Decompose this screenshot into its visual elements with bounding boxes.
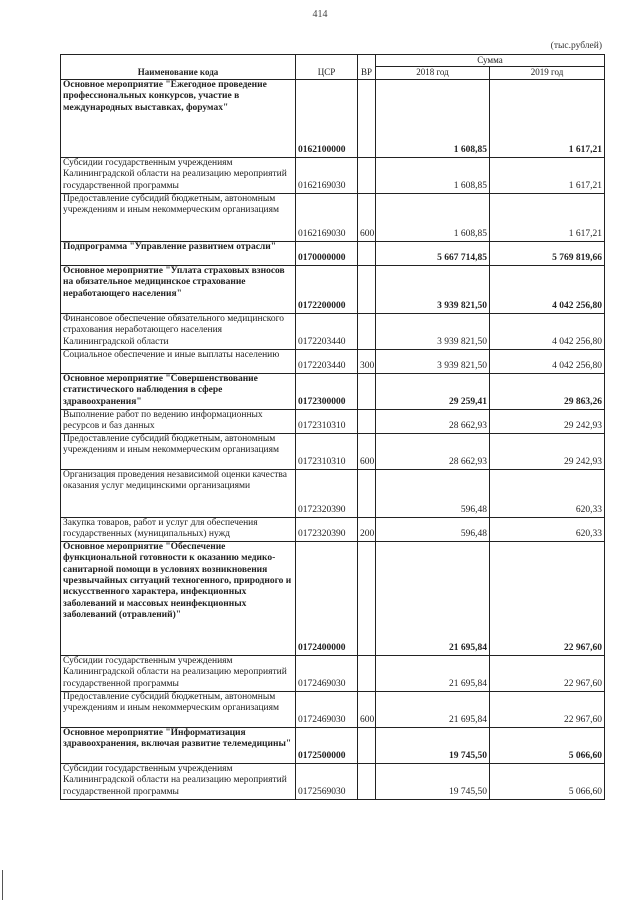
header-2018: 2018 год: [376, 67, 490, 79]
row-sum-2018: 19 745,50: [376, 763, 490, 799]
row-sum-2019: 5 769 819,66: [490, 241, 605, 265]
row-sum-2019: 1 617,21: [490, 157, 605, 193]
row-csr: 0172200000: [296, 265, 358, 313]
row-name: Основное мероприятие "Уплата страховых взносов на обязательное медицинское страхование неработающего населения": [61, 265, 296, 313]
header-2019: 2019 год: [490, 67, 605, 79]
row-name: Подпрограмма "Управление развитием отрасли": [61, 241, 296, 265]
row-name: Основное мероприятие "Информатизация здравоохранения, включая развитие телемедицины": [61, 727, 296, 763]
row-sum-2019: 1 617,21: [490, 79, 605, 157]
row-sum-2019: 1 617,21: [490, 193, 605, 241]
row-vr: [358, 241, 376, 265]
table-row: [61, 469, 605, 517]
row-name: Субсидии государственным учреждениям Калининградской области на реализацию мероприятий государственной программы: [61, 655, 296, 691]
row-sum-2019: 29 863,26: [490, 373, 605, 409]
row-sum-2018: 1 608,85: [376, 79, 490, 157]
table-body: [61, 79, 605, 799]
table-row: [61, 691, 605, 727]
row-vr: [358, 313, 376, 349]
header-csr: ЦСР: [296, 55, 358, 80]
page-number: 414: [312, 9, 328, 20]
row-name: Субсидии государственным учреждениям Калининградской области на реализацию мероприятий государственной программы: [61, 763, 296, 799]
table-row: [61, 541, 605, 655]
table-row: [61, 193, 605, 241]
budget-table: [60, 54, 605, 800]
row-vr: 600: [358, 193, 376, 241]
row-csr: 0172400000: [296, 541, 358, 655]
table-row: [61, 763, 605, 799]
row-vr: [358, 727, 376, 763]
table-row: [61, 349, 605, 373]
row-vr: [358, 763, 376, 799]
row-vr: [358, 541, 376, 655]
row-sum-2018: 3 939 821,50: [376, 349, 490, 373]
row-sum-2018: 1 608,85: [376, 193, 490, 241]
row-sum-2019: 5 066,60: [490, 727, 605, 763]
row-vr: [358, 469, 376, 517]
table-row: [61, 727, 605, 763]
row-sum-2018: 3 939 821,50: [376, 313, 490, 349]
row-name: Предоставление субсидий бюджетным, автономным учреждениям и иным некоммерческим организациям: [61, 433, 296, 469]
row-sum-2019: 22 967,60: [490, 541, 605, 655]
row-name: Предоставление субсидий бюджетным, автономным учреждениям и иным некоммерческим организациям: [61, 193, 296, 241]
row-vr: 600: [358, 691, 376, 727]
row-csr: 0170000000: [296, 241, 358, 265]
row-name: Основное мероприятие "Ежегодное проведение профессиональных конкурсов, участие в международных выставках, форумах": [61, 79, 296, 157]
table-row: [61, 517, 605, 541]
table-row: [61, 241, 605, 265]
row-csr: 0172203440: [296, 349, 358, 373]
row-csr: 0172469030: [296, 655, 358, 691]
row-name: Субсидии государственным учреждениям Калининградской области на реализацию мероприятий государственной программы: [61, 157, 296, 193]
row-vr: [358, 373, 376, 409]
row-sum-2018: 28 662,93: [376, 409, 490, 433]
row-csr: 0172300000: [296, 373, 358, 409]
row-sum-2018: 596,48: [376, 517, 490, 541]
table-row: [61, 433, 605, 469]
row-sum-2018: 29 259,41: [376, 373, 490, 409]
row-sum-2018: 28 662,93: [376, 433, 490, 469]
row-vr: 200: [358, 517, 376, 541]
table-row: [61, 157, 605, 193]
row-sum-2019: 22 967,60: [490, 691, 605, 727]
row-name: Организация проведения независимой оценки качества оказания услуг медицинскими организациями: [61, 469, 296, 517]
row-vr: [358, 409, 376, 433]
row-csr: 0162169030: [296, 157, 358, 193]
row-name: Основное мероприятие "Совершенствование статистического наблюдения в сфере здравоохранения": [61, 373, 296, 409]
table-row: [61, 265, 605, 313]
row-sum-2019: 29 242,93: [490, 409, 605, 433]
row-sum-2019: 620,33: [490, 517, 605, 541]
row-csr: 0172320390: [296, 517, 358, 541]
row-sum-2019: 4 042 256,80: [490, 349, 605, 373]
row-name: Финансовое обеспечение обязательного медицинского страхования неработающего населения Калининградской области: [61, 313, 296, 349]
row-vr: [358, 157, 376, 193]
row-sum-2018: 5 667 714,85: [376, 241, 490, 265]
row-csr: 0172500000: [296, 727, 358, 763]
row-name: Закупка товаров, работ и услуг для обеспечения государственных (муниципальных) нужд: [61, 517, 296, 541]
row-sum-2018: 3 939 821,50: [376, 265, 490, 313]
row-sum-2019: 620,33: [490, 469, 605, 517]
row-csr: 0172469030: [296, 691, 358, 727]
scan-margin-mark: [2, 870, 3, 900]
header-vr: ВР: [358, 55, 376, 80]
row-csr: 0162100000: [296, 79, 358, 157]
row-sum-2019: 4 042 256,80: [490, 313, 605, 349]
row-sum-2018: 21 695,84: [376, 541, 490, 655]
row-vr: 300: [358, 349, 376, 373]
row-vr: [358, 79, 376, 157]
table-row: [61, 313, 605, 349]
row-sum-2018: 21 695,84: [376, 691, 490, 727]
row-vr: [358, 265, 376, 313]
row-sum-2018: 596,48: [376, 469, 490, 517]
table-row: [61, 373, 605, 409]
table-row: [61, 409, 605, 433]
row-sum-2018: 19 745,50: [376, 727, 490, 763]
row-sum-2018: 1 608,85: [376, 157, 490, 193]
row-name: Основное мероприятие "Обеспечение функциональной готовности к оказанию медико-санитарной помощи в условиях возникновения чрезвычайных ситуаций техногенного, природного и искусственного характера, инфекционных заболеваний и массовых неинфекционных заболеваний (отравлений)": [61, 541, 296, 655]
row-csr: 0172569030: [296, 763, 358, 799]
row-sum-2019: 5 066,60: [490, 763, 605, 799]
row-sum-2019: 29 242,93: [490, 433, 605, 469]
row-vr: 600: [358, 433, 376, 469]
row-sum-2018: 21 695,84: [376, 655, 490, 691]
row-csr: 0172310310: [296, 409, 358, 433]
row-sum-2019: 4 042 256,80: [490, 265, 605, 313]
table-row: [61, 79, 605, 157]
row-name: Предоставление субсидий бюджетным, автономным учреждениям и иным некоммерческим организациям: [61, 691, 296, 727]
row-vr: [358, 655, 376, 691]
header-sum: Сумма: [376, 55, 605, 67]
header-name: Наименование кода: [61, 55, 296, 80]
table-row: [61, 655, 605, 691]
row-sum-2019: 22 967,60: [490, 655, 605, 691]
row-csr: 0172320390: [296, 469, 358, 517]
units-label: (тыс.рублей): [550, 41, 602, 51]
row-csr: 0172310310: [296, 433, 358, 469]
row-name: Выполнение работ по ведению информационных ресурсов и баз данных: [61, 409, 296, 433]
row-name: Социальное обеспечение и иные выплаты населению: [61, 349, 296, 373]
row-csr: 0162169030: [296, 193, 358, 241]
row-csr: 0172203440: [296, 313, 358, 349]
